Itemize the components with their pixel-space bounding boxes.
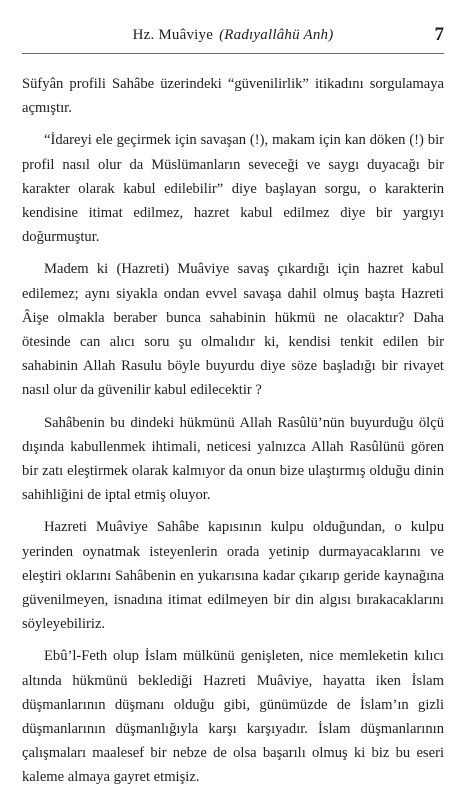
page-header <box>22 24 444 48</box>
paragraph-6: Ebû’l-Feth olup İslam mülkünü genişleten, nice memleketin kılıcı altında hükmünü beklediği Hazreti Muâviye, hayatta iken İslam düşmanlarının düşmanı olduğu gibi, günümüzde de İslam’ın gizli düşmanlarının düşmanlığıyla karşı karşıyadır. İslam düşmanlarının çalışmaları maalesef bir nebze de olsa başarılı olmuş ki biz bu eseri kaleme almaya gayret etmişiz. <box>22 648 444 786</box>
paragraph-5: Hazreti Muâviye Sahâbe kapısının kulpu olduğundan, o kulpu yerinden oynatmak isteyenlerin orada yetinip durmayacaklarını ve eleştiri oklarını Sahâbenin en yukarısına kadar çıkarıp geride kaynağına güvenilmeyen, isnadına itimat edilmeyen bir din algısı bırakacaklarını söyleyebiliriz. <box>22 519 444 633</box>
running-head-honorific: (Radıyallâhü Anh) <box>219 27 334 43</box>
header-divider <box>22 53 444 54</box>
paragraph-4: Sahâbenin bu dindeki hükmünü Allah Rasûlü’nün buyurduğu ölçü dışında kabullenmek ihtimali, neticesi yalnızca Allah Rasûlünü gören bir zatı eleştirmek olarak kalmıyor da onun bize ulaştırmış olduğu dinin sahihliğini de iptal etmiş oluyor. <box>22 414 444 504</box>
running-head <box>22 27 444 44</box>
paragraph-2: “İdareyi ele geçirmek için savaşan (!), makam için kan döken (!) bir profil nasıl olur da Müslümanların seveceği ve saygı duyacağı bir karakter olarak kabul edilebilir” diye başlayan sorgu, o karakterin kendisine itimat edilmez, hazret kabul edilmez diye bir yargıyı doğurmuştur. <box>22 132 444 246</box>
body-text <box>22 72 444 798</box>
running-head-title: Hz. Muâviye <box>132 27 214 43</box>
page-number: 7 <box>434 24 444 45</box>
paragraph-3: Madem ki (Hazreti) Muâviye savaş çıkardığı için hazret kabul edilemez; aynı siyakla ondan evvel savaşa dahil olmuş başta Hazreti Âişe olmakla beraber bunca sahabinin hükmü ne olacaktır? Daha ötesinde can alıcı soru şu olmalıdır ki, kendisi tenkit edilen bir sahabinin Allah Rasulu böyle buyurdu diye söze başladığı bir rivayet nasıl olur da güvenilir kabul edilecektir ? <box>22 261 444 399</box>
paragraph-1: Süfyân profili Sahâbe üzerindeki “güvenilirlik” itikadını sorgulamaya açmıştır. <box>22 76 444 117</box>
